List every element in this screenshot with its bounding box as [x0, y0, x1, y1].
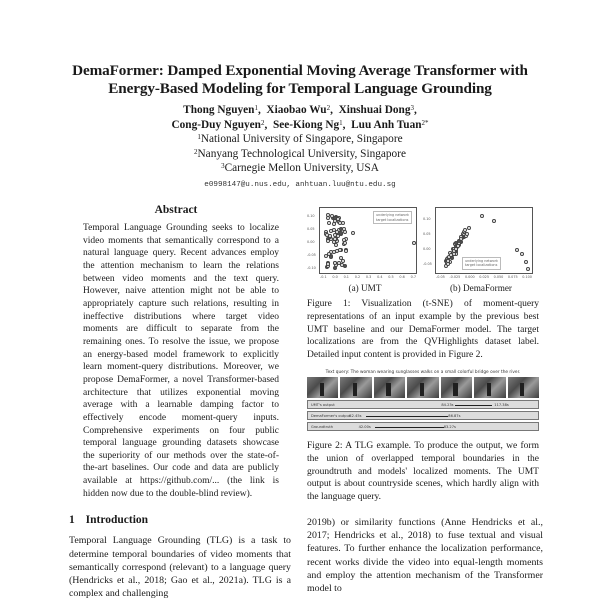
tick: 0.6 — [399, 275, 405, 279]
affiliation-name: Carnegie Mellon University, USA — [224, 162, 379, 175]
scatter-point — [333, 233, 337, 237]
end-time: 86.87s — [448, 413, 461, 418]
tick: 0.2 — [354, 275, 361, 279]
interval-line — [366, 416, 449, 417]
author-line-1: Thong Nguyen$^1$, Xiaobao Wu$^2$, Xinshuai Dong$^3$, — [183, 104, 417, 116]
section-number: 1 — [69, 514, 75, 527]
affiliation-mark: 1 — [254, 104, 258, 112]
tick: 0.10 — [307, 214, 315, 218]
scatter-point — [454, 247, 458, 251]
right-column — [307, 200, 543, 595]
scatter-point — [446, 259, 450, 263]
scatter-point — [515, 248, 519, 252]
tick: 0.3 — [365, 275, 372, 279]
row-label: DemaFormer's output — [311, 413, 351, 418]
text-query: Text query: The woman wearing sunglasses walks on a small colorful bridge over the river. — [325, 369, 521, 375]
scatter-point — [492, 219, 496, 223]
scatter-point — [324, 254, 328, 258]
timeline-umt-output — [307, 400, 539, 409]
scatter-point — [335, 230, 339, 234]
start-time: 42.45s — [349, 413, 362, 418]
tick: 0.050 — [493, 275, 504, 279]
start-time: 84.23s — [441, 402, 454, 407]
scatter-point — [465, 232, 469, 236]
tick: 0.00 — [307, 240, 315, 244]
subfigure-label: (b) DemaFormer — [450, 283, 512, 293]
scatter-point — [326, 262, 330, 266]
right-column-body-text: 2019b) or similarity functions (Anne Hendricks et al., 2017; Hendricks et al., 2018) to fuse textual and visual features. To further enhance the localization performance, recent works divide the video into equal-length moments and employ the attention mechanism of the Transformer model to — [307, 516, 543, 594]
video-frame — [340, 377, 371, 398]
tick: 0.0 — [332, 275, 338, 279]
tsne-scatter-plot — [307, 207, 417, 279]
scatter-point — [339, 256, 343, 260]
tsne-scatter-plot — [423, 207, 533, 279]
video-frame — [474, 377, 505, 398]
affiliation — [100, 147, 500, 162]
affiliation-mark: 1 — [197, 133, 201, 142]
scatter-point — [335, 249, 339, 253]
scatter-point — [334, 243, 338, 247]
scatter-point — [344, 249, 348, 253]
tick: 0.5 — [388, 275, 394, 279]
author-name: Luu Anh Tuan — [351, 118, 422, 131]
scatter-point — [327, 221, 331, 225]
tick: -0.1 — [320, 275, 327, 279]
tick: 0.025 — [479, 275, 489, 279]
section-heading-introduction — [69, 514, 281, 526]
scatter-point — [526, 267, 530, 271]
figure-1 — [307, 200, 539, 292]
tick: 0.05 — [423, 232, 431, 236]
scatter-point — [329, 229, 333, 233]
figure-1-caption: Figure 1: Visualization (t-SNE) of moment-query representations of an input example by the previous best UMT baseline and our DemaFormer model. The target localizations are from the QVHighlights dataset label. Detailed input content is provided in Figure 2. — [307, 299, 539, 361]
legend-entry: target localizations — [465, 263, 498, 268]
scatter-point — [343, 264, 347, 268]
affiliation-mark: 2 — [260, 118, 265, 127]
video-frame — [407, 377, 438, 398]
scatter-point — [467, 226, 471, 230]
timeline-demaformer-output — [307, 411, 539, 420]
figure-2-caption: Figure 2: A TLG example. To produce the output, we form the union of overlapped temporal boundaries in the groundtruth and models' localized moments. The UMT output is about countryside scenes, which hardly align with the language query. — [307, 440, 539, 503]
scatter-point — [343, 241, 347, 245]
timeline-groundtruth — [307, 422, 539, 431]
scatter-point — [326, 216, 330, 220]
affiliation-mark: 3 — [410, 104, 414, 112]
legend-entry: underlying network — [376, 213, 409, 217]
affiliation-mark: 2 — [326, 104, 331, 112]
affiliation-mark: 2* — [421, 118, 429, 127]
scatter-point — [339, 231, 343, 235]
scatter-point — [524, 260, 528, 264]
legend-entry: underlying network — [465, 258, 498, 263]
legend-entry: target localizations — [376, 217, 409, 222]
tick: 0.10 — [423, 217, 431, 221]
tick: -0.05 — [307, 253, 316, 257]
scatter-point — [326, 239, 330, 243]
author-name: Xiaobao Wu — [266, 104, 327, 116]
x-axis-ticks — [320, 275, 416, 279]
video-frame — [508, 377, 539, 398]
author-name: Thong Nguyen — [183, 104, 255, 116]
scatter-point — [351, 231, 355, 235]
scatter-point — [340, 263, 344, 267]
tick: 0.05 — [307, 227, 315, 231]
tick: 0.4 — [377, 275, 383, 279]
row-label: UMT's output — [311, 402, 335, 407]
author-emails: e0998147@u.nus.edu, anhtuan.luu@ntu.edu.sg — [204, 180, 396, 189]
tick: -0.10 — [307, 266, 316, 270]
tick: 0.000 — [464, 275, 475, 279]
left-column — [69, 204, 291, 600]
abstract-text: Temporal Language Grounding seeks to localize video moments that semantically correspond to a natural language query. Recent advances employ the attention mechanism to learn the relations between video moments and the text query. However, naive attention might not be able to appropriately capture such relations, resulting in ineffective distributions where target video moments are difficult to separate from the remaining ones. To resolve the issue, we propose an energy-based model framework to explicitly learn moment-query distributions. Moreover, we propose DemaFormer, a novel Transformer-based architecture that utilizes exponential moving average with a learnable damping factor to effectively encode moment-query inputs. Comprehensive experiments on four public temporal language grounding datasets showcase the superiority of our methods over the state-of-the-art baselines. Our code and data are publicly available at https://github.com/... (the link is hidden now due to the double-blind review). — [83, 223, 279, 499]
section-title: Introduction — [85, 514, 149, 527]
tick: -0.05 — [423, 262, 432, 266]
end-time: 83.27s — [443, 424, 456, 429]
tick: 0.00 — [423, 247, 431, 251]
affiliation-name: National University of Singapore, Singapore — [200, 133, 403, 146]
x-axis-ticks — [436, 275, 532, 279]
scatter-point — [520, 252, 524, 256]
video-frame — [307, 377, 338, 398]
scatter-point — [342, 227, 346, 231]
subfigure-label: (a) UMT — [348, 283, 382, 293]
tick: -0.05 — [436, 275, 445, 279]
affiliation — [100, 161, 500, 176]
scatter-point — [333, 266, 337, 270]
author-line-2: Cong-Duy Nguyen$^2$, See-Kiong Ng$^1$, Luu Anh Tuan$^{2*}$ — [171, 118, 429, 131]
tick: 0.075 — [507, 275, 518, 279]
video-frames — [307, 377, 539, 398]
interval-line — [455, 405, 492, 406]
paper-title — [60, 62, 540, 98]
interval-line — [375, 427, 444, 428]
introduction-text: Temporal Language Grounding (TLG) is a task to determine temporal boundaries of video moments that semantically correspond (relevant) to a language query (Hendricks et al., 2018; Gao et al., 2021a). TLG is a complex and challenging — [69, 535, 291, 600]
tick: 0.7 — [410, 275, 416, 279]
abstract-heading: Abstract — [154, 204, 198, 216]
author-name: Xinshuai Dong — [338, 104, 411, 116]
affiliation-mark: 1 — [339, 118, 343, 127]
tick: -0.025 — [449, 275, 461, 279]
start-time: 42.00s — [358, 424, 371, 429]
affiliation — [100, 132, 500, 147]
row-label: Groundtruth — [311, 424, 334, 429]
figure-1a-umt — [307, 200, 423, 292]
scatter-point — [325, 233, 329, 237]
figure-1b-demaformer — [423, 200, 539, 292]
scatter-point — [332, 222, 336, 226]
affiliation-name: Nanyang Technological University, Singapore — [197, 147, 406, 160]
title-line-1: DemaFormer: Damped Exponential Moving Average Transformer with — [72, 62, 528, 79]
author-name: Cong-Duy Nguyen — [171, 118, 261, 131]
video-frame — [441, 377, 472, 398]
affiliation-mark: 2 — [194, 147, 198, 156]
end-time: 117.38s — [494, 402, 509, 407]
plot-legend — [462, 257, 501, 270]
title-line-2: Energy-Based Modeling for Temporal Language Grounding — [108, 80, 492, 97]
scatter-point — [412, 241, 416, 245]
tick: 0.100 — [522, 275, 532, 279]
scatter-point — [480, 214, 484, 218]
tick: 0.1 — [343, 275, 349, 279]
plot-legend — [373, 211, 412, 224]
author-name: See-Kiong Ng — [272, 118, 340, 131]
author-block — [100, 103, 500, 193]
figure-2 — [307, 370, 539, 434]
affiliation-mark: 3 — [221, 162, 225, 171]
scatter-point — [338, 221, 342, 225]
scatter-point — [457, 239, 461, 243]
video-frame — [374, 377, 405, 398]
